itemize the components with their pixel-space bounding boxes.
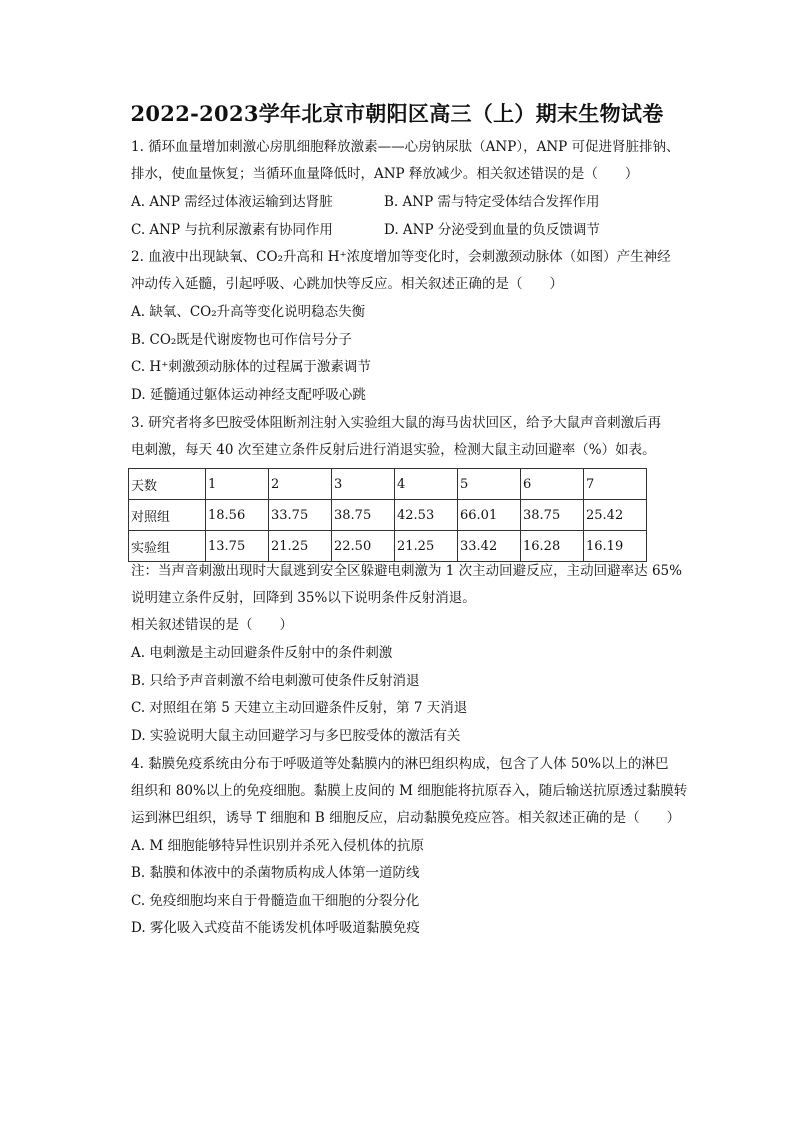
q2-stem-line1: 2. 血液中出现缺氧、CO₂升高和 H⁺浓度增加等变化时，会刺激颈动脉体（如图）产生神经 <box>131 249 671 265</box>
table-cell: 5 <box>458 469 521 500</box>
q3-note-line1: 注：当声音刺激出现时大鼠逃到安全区躲避电刺激为 1 次主动回避反应，主动回避率达 65% <box>131 563 682 579</box>
q4-stem-line3: 运到淋巴组织，诱导 T 细胞和 B 细胞反应，启动黏膜免疫应答。相关叙述正确的是（ ） <box>131 810 681 826</box>
table-header-row <box>129 469 647 500</box>
table-cell: 42.53 <box>395 500 458 531</box>
q1-stem-line1: 1. 循环血量增加刺激心房肌细胞释放激素——心房钠尿肽（ANP），ANP 可促进肾脏排钠、 <box>131 139 680 155</box>
table-cell: 33.42 <box>458 531 521 562</box>
q3-note-line2: 说明建立条件反射，回降到 35%以下说明条件反射消退。 <box>131 590 476 606</box>
table-cell: 3 <box>332 469 395 500</box>
table-row <box>129 500 647 531</box>
q4-option-d: D. 雾化吸入式疫苗不能诱发机体呼吸道黏膜免疫 <box>131 920 420 936</box>
table-cell: 21.25 <box>395 531 458 562</box>
table-cell: 66.01 <box>458 500 521 531</box>
q3-option-c: C. 对照组在第 5 天建立主动回避条件反射，第 7 天消退 <box>131 700 468 716</box>
q3-question-stem: 相关叙述错误的是（ ） <box>131 617 293 633</box>
q3-stem-line1: 3. 研究者将多巴胺受体阻断剂注射入实验组大鼠的海马齿状回区，给予大鼠声音刺激后再 <box>131 415 662 431</box>
page-title: 2022-2023学年北京市朝阳区高三（上）期末生物试卷 <box>130 101 664 126</box>
avoidance-rate-table <box>128 468 647 562</box>
table-cell: 25.42 <box>584 500 647 531</box>
q3-option-d: D. 实验说明大鼠主动回避学习与多巴胺受体的激活有关 <box>131 728 461 744</box>
table-cell: 13.75 <box>206 531 269 562</box>
table-row <box>129 531 647 562</box>
table-cell: 6 <box>521 469 584 500</box>
q4-option-c: C. 免疫细胞均来自于骨髓造血干细胞的分裂分化 <box>131 893 420 909</box>
q4-option-b: B. 黏膜和体液中的杀菌物质构成人体第一道防线 <box>131 865 420 881</box>
table-cell: 天数 <box>129 469 206 500</box>
q3-option-b: B. 只给予声音刺激不给电刺激可使条件反射消退 <box>131 673 420 689</box>
q2-option-d: D. 延髓通过躯体运动神经支配呼吸心跳 <box>131 387 366 403</box>
q4-stem-line2: 组织和 80%以上的免疫细胞。黏膜上皮间的 M 细胞能将抗原吞入，随后输送抗原透过黏膜转 <box>131 783 688 799</box>
q1-option-a: A. ANP 需经过体液运输到达肾脏 <box>131 194 333 210</box>
table-cell: 33.75 <box>269 500 332 531</box>
q2-stem-line2: 冲动传入延髓，引起呼吸、心跳加快等反应。相关叙述正确的是（ ） <box>131 276 563 292</box>
q4-option-a: A. M 细胞能够特异性识别并杀死入侵机体的抗原 <box>131 838 424 854</box>
q4-stem-line1: 4. 黏膜免疫系统由分布于呼吸道等处黏膜内的淋巴组织构成，包含了人体 50%以上的淋巴 <box>131 756 669 772</box>
q1-option-c: C. ANP 与抗利尿激素有协同作用 <box>131 222 333 238</box>
table-cell: 16.19 <box>584 531 647 562</box>
table-cell: 2 <box>269 469 332 500</box>
q3-option-a: A. 电刺激是主动回避条件反射中的条件刺激 <box>131 645 393 661</box>
table-cell: 4 <box>395 469 458 500</box>
table-cell: 38.75 <box>332 500 395 531</box>
table-cell: 7 <box>584 469 647 500</box>
table-cell: 38.75 <box>521 500 584 531</box>
table-cell: 对照组 <box>129 500 206 531</box>
q1-stem-line2: 排水，使血量恢复；当循环血量降低时，ANP 释放减少。相关叙述错误的是（ ） <box>131 166 639 182</box>
table-cell: 22.50 <box>332 531 395 562</box>
q2-option-c: C. H⁺刺激颈动脉体的过程属于激素调节 <box>131 359 371 375</box>
q3-stem-line2: 电刺激，每天 40 次至建立条件反射后进行消退实验，检测大鼠主动回避率（%）如表。 <box>131 442 656 458</box>
table-cell: 1 <box>206 469 269 500</box>
table-cell: 21.25 <box>269 531 332 562</box>
q1-option-d: D. ANP 分泌受到血量的负反馈调节 <box>384 222 600 238</box>
table-cell: 18.56 <box>206 500 269 531</box>
q1-option-b: B. ANP 需与特定受体结合发挥作用 <box>384 194 600 210</box>
table-cell: 16.28 <box>521 531 584 562</box>
q2-option-b: B. CO₂既是代谢废物也可作信号分子 <box>131 332 352 348</box>
q2-option-a: A. 缺氧、CO₂升高等变化说明稳态失衡 <box>131 304 366 320</box>
table-cell: 实验组 <box>129 531 206 562</box>
